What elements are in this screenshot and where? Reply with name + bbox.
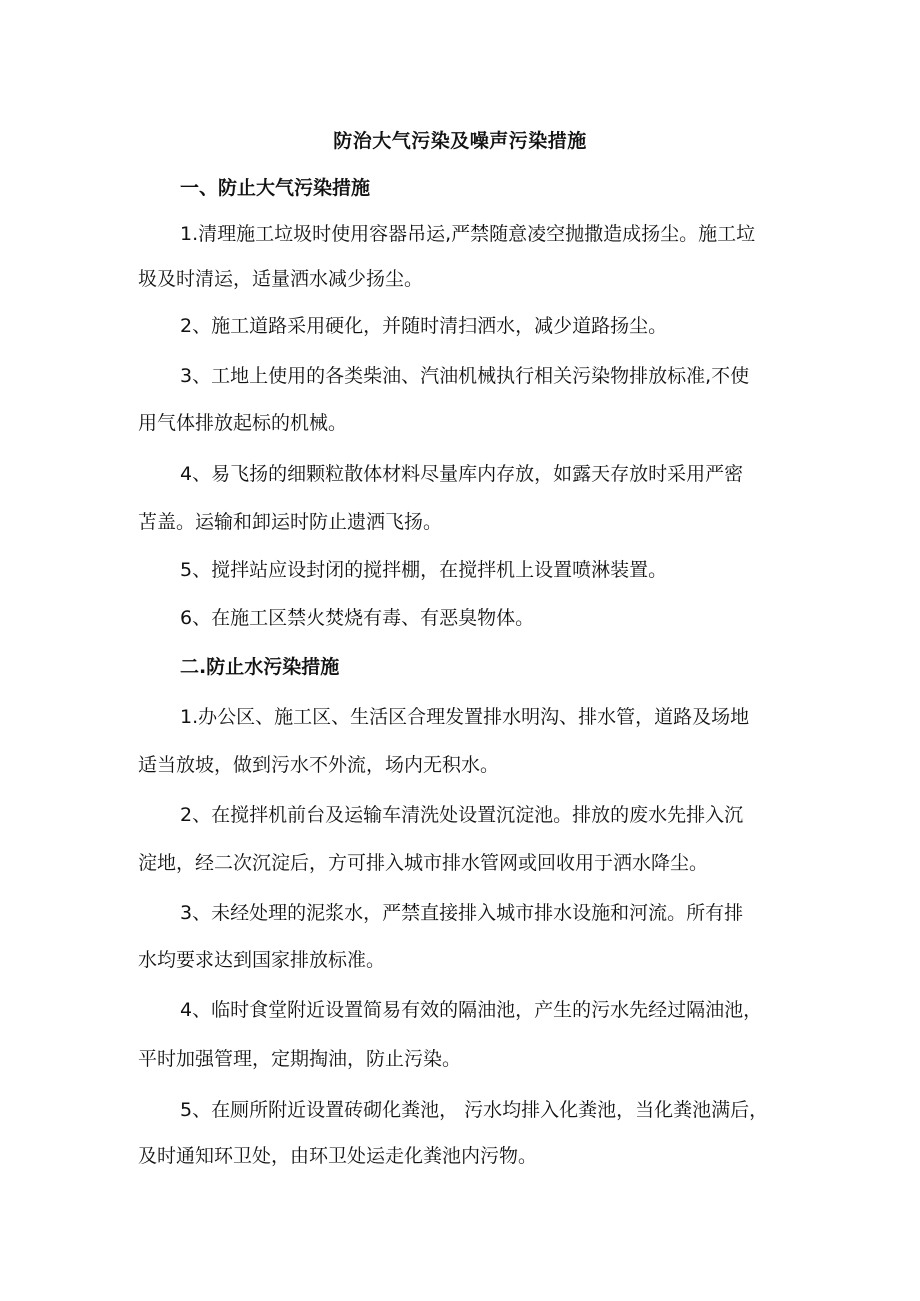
paragraph-line: 平时加强管理，定期掏油，防止污染。 [138, 1048, 462, 1070]
paragraph-line: 适当放坡，做到污水不外流，场内无积水。 [138, 754, 500, 776]
paragraph-line: 2、施工道路采用硬化，并随时清扫洒水，减少道路扬尘。 [180, 315, 668, 337]
paragraph-line: 苫盖。运输和卸运时防止遗洒飞扬。 [138, 511, 443, 533]
section-heading-air: 一、防止大气污染措施 [180, 177, 371, 199]
paragraph-line: 1.办公区、施工区、生活区合理发置排水明沟、排水管，道路及场地 [180, 706, 750, 728]
paragraph-line: 及时通知环卫处，由环卫处运走化粪池内污物。 [138, 1145, 538, 1167]
paragraph-line: 圾及时清运，适量洒水减少扬尘。 [138, 268, 424, 290]
paragraph-line: 3、未经处理的泥浆水，严禁直接排入城市排水设施和河流。所有排 [180, 902, 744, 924]
paragraph-line: 用气体排放起标的机械。 [138, 412, 348, 434]
paragraph-line: 5、搅拌站应设封闭的搅拌棚，在搅拌机上设置喷淋装置。 [180, 559, 668, 581]
document-title: 防治大气污染及噪声污染措施 [333, 130, 587, 152]
paragraph-line: 4、临时食堂附近设置简易有效的隔油池，产生的污水先经过隔油池， [180, 999, 763, 1021]
paragraph-line: 6、在施工区禁火焚烧有毒、有恶臭物体。 [180, 607, 535, 629]
paragraph-line: 4、易飞扬的细颗粒散体材料尽量库内存放，如露天存放时采用严密 [180, 463, 744, 485]
paragraph-line: 2、在搅拌机前台及运输车清洗处设置沉淀池。排放的废水先排入沉 [180, 804, 744, 826]
paragraph-line: 3、工地上使用的各类柴油、汽油机械执行相关污染物排放标准,不使 [180, 365, 750, 387]
section-heading-water: 二.防止水污染措施 [180, 656, 340, 678]
paragraph-line: 5、在厕所附近设置砖砌化粪池， 污水均排入化粪池，当化粪池满后， [180, 1099, 769, 1121]
paragraph-line: 水均要求达到国家排放标准。 [138, 949, 386, 971]
paragraph-line: 1.清理施工垃圾时使用容器吊运,严禁随意凌空抛撒造成扬尘。施工垃 [180, 223, 756, 245]
paragraph-line: 淀地，经二次沉淀后，方可排入城市排水管网或回收用于洒水降尘。 [138, 852, 709, 874]
